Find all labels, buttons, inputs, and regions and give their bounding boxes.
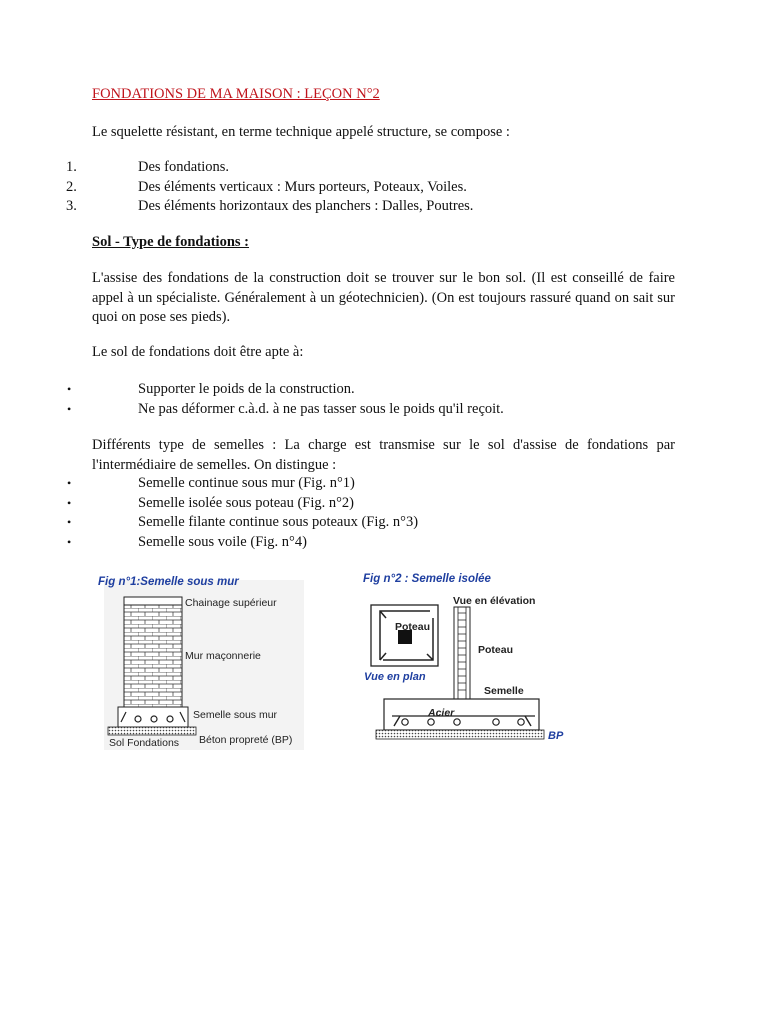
figure-1-semelle-sous-mur (96, 566, 316, 756)
list-item (0, 513, 768, 533)
bullet: • (67, 515, 72, 529)
label-mur: Mur maçonnerie (185, 650, 261, 662)
list-marker: 1. (66, 159, 77, 175)
list-item (0, 178, 768, 198)
label-beton: Béton propreté (BP) (199, 734, 293, 746)
list-item-text: Semelle sous voile (Fig. n°4) (138, 533, 307, 550)
intro-paragraph: Le squelette résistant, en terme technique appelé structure, se compose : (92, 124, 510, 140)
list-item (0, 474, 768, 494)
list-item-text: Ne pas déformer c.à.d. à ne pas tasser sous le poids qu'il reçoit. (138, 400, 504, 417)
paragraph-assise: L'assise des fondations de la construction doit se trouver sur le bon sol. (Il est conseillé de faire appel à un spécialiste. Généralement à un géotechnicien). (On est toujours rassuré quand on sait sur quoi on pose ses pieds). (92, 270, 675, 325)
list-item-text: Des éléments horizontaux des planchers : Dalles, Poutres. (138, 198, 474, 214)
list-item (0, 533, 768, 553)
list-item-text: Semelle filante continue sous poteaux (Fig. n°3) (138, 514, 419, 530)
elevation-poteau (454, 607, 470, 699)
label-vue-plan: Vue en plan (364, 671, 426, 683)
section-title: Sol - Type de fondations : (92, 234, 249, 250)
paragraph-semelles: Différents type de semelles : La charge est transmise sur le sol d'assise de fondations par l'intermédiaire de semelles. On distingue : (92, 437, 675, 473)
beton-proprete (376, 730, 544, 739)
list-item-text: Des fondations. (138, 159, 230, 175)
label-acier: Acier (428, 707, 455, 719)
label-bp: BP (548, 730, 564, 742)
figure-2-title: Fig n°2 : Semelle isolée (363, 573, 491, 585)
figure-1-title: Fig n°1:Semelle sous mur (98, 576, 239, 588)
masonry-wall (124, 605, 182, 707)
bullet: • (67, 476, 72, 490)
bullet: • (67, 382, 72, 396)
list-item (0, 197, 768, 217)
label-sol: Sol Fondations (109, 737, 180, 749)
document-title: FONDATIONS DE MA MAISON : LEÇON N°2 (92, 86, 380, 102)
label-semelle: Semelle (484, 685, 524, 697)
paragraph-sol: Le sol de fondations doit être apte à: (92, 344, 304, 360)
list-marker: 2. (66, 178, 77, 195)
elevation-footing (384, 699, 539, 730)
list-item (0, 158, 768, 178)
label-semelle: Semelle sous mur (193, 709, 278, 721)
list-item (0, 380, 768, 400)
list-marker: 3. (66, 198, 77, 214)
list-item-text: Des éléments verticaux : Murs porteurs, Poteaux, Voiles. (138, 178, 467, 195)
label-vue-elevation: Vue en élévation (453, 595, 536, 607)
label-poteau: Poteau (478, 644, 514, 656)
bullet: • (67, 534, 72, 549)
list-item-text: Semelle continue sous mur (Fig. n°1) (138, 475, 355, 491)
figure-2-semelle-isolee (360, 566, 580, 746)
label-poteau-plan: Poteau (395, 621, 431, 633)
bullet: • (67, 401, 72, 416)
list-item-text: Semelle isolée sous poteau (Fig. n°2) (138, 494, 355, 511)
list-item-text: Supporter le poids de la construction. (138, 381, 355, 397)
bullet: • (67, 495, 72, 510)
chainage-beam (124, 597, 182, 605)
beton-proprete (108, 727, 196, 735)
label-chainage: Chainage supérieur (185, 597, 277, 609)
list-item (0, 494, 768, 514)
wall-footing (118, 707, 188, 727)
list-item (0, 400, 768, 420)
